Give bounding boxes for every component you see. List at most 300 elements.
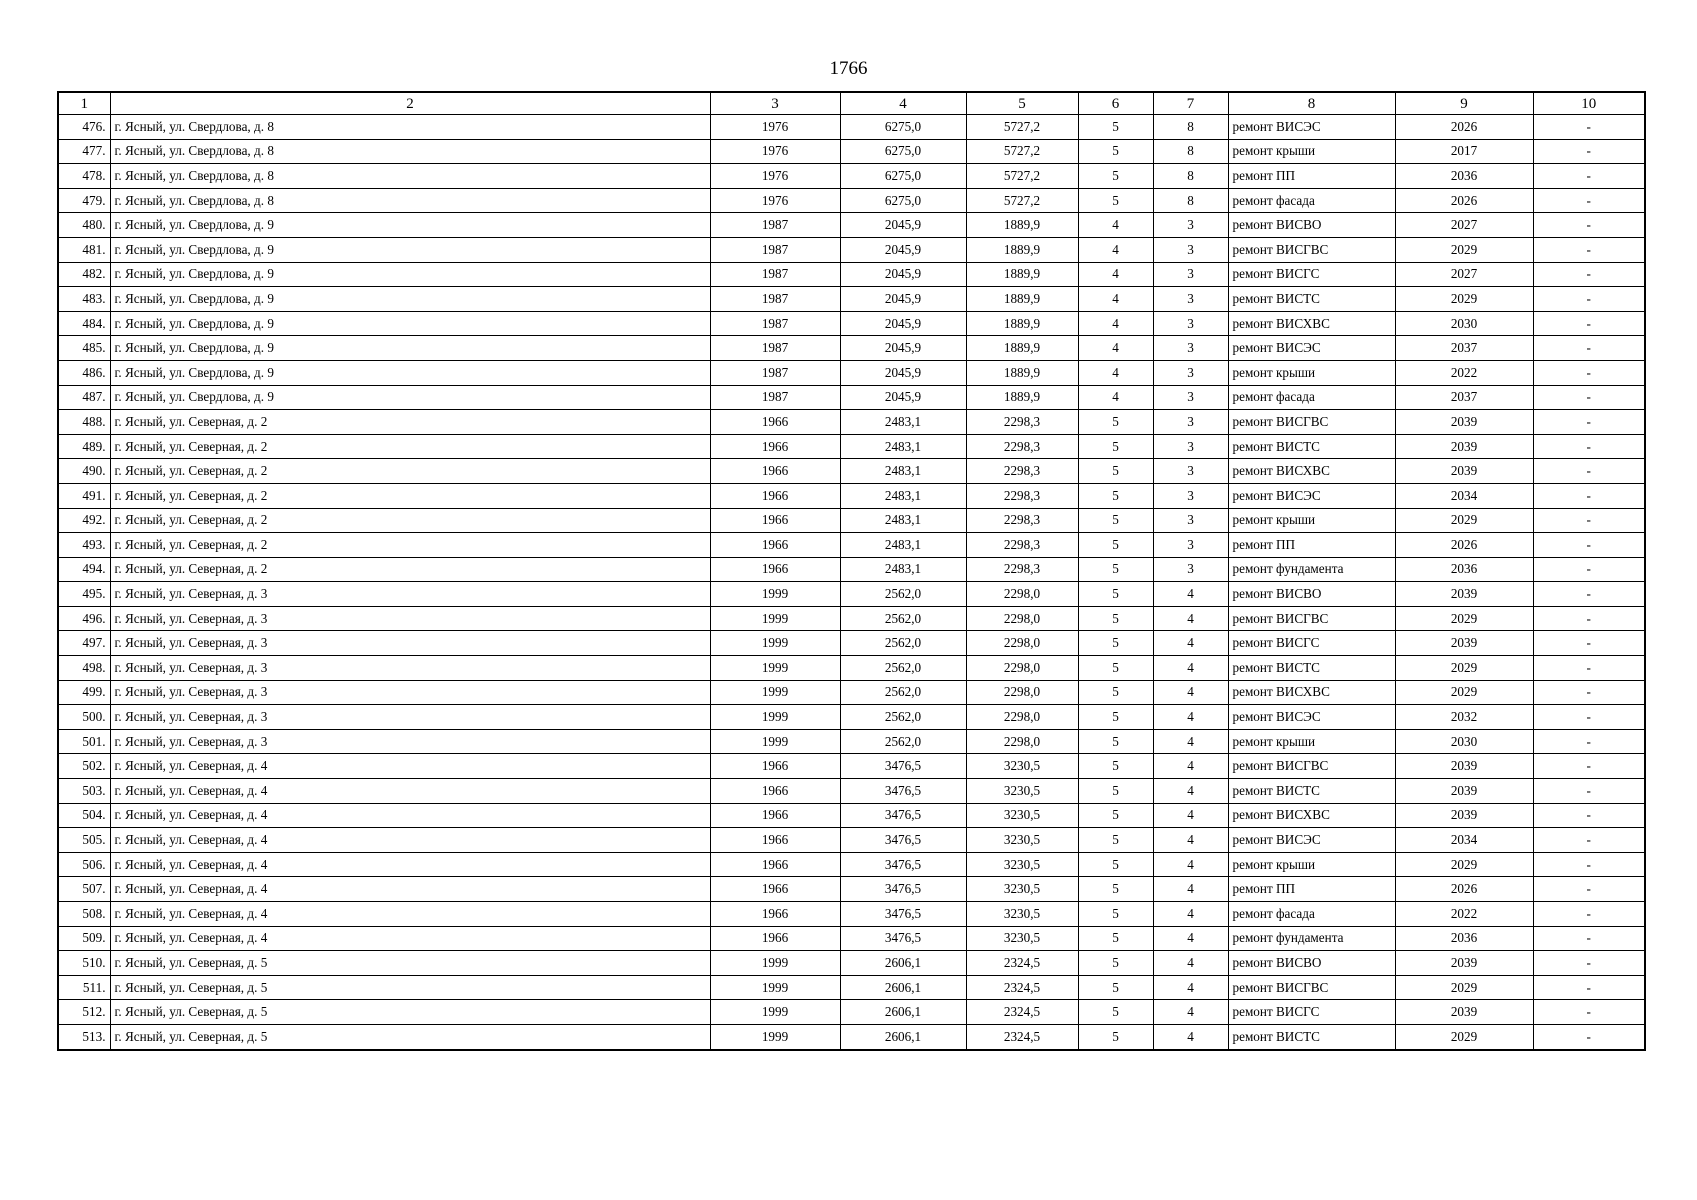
total-area-cell: 3476,5 — [840, 902, 966, 927]
planned-year-cell: 2030 — [1395, 311, 1533, 336]
table-row — [58, 877, 1645, 902]
living-area-cell: 2324,5 — [966, 1000, 1078, 1025]
address-cell: г. Ясный, ул. Северная, д. 4 — [110, 926, 710, 951]
total-area-cell: 2606,1 — [840, 1024, 966, 1049]
build-year-cell: 1999 — [710, 975, 840, 1000]
planned-year-cell: 2039 — [1395, 754, 1533, 779]
note-cell: - — [1533, 779, 1645, 804]
entrances-cell: 8 — [1153, 188, 1228, 213]
address-cell: г. Ясный, ул. Северная, д. 3 — [110, 656, 710, 681]
build-year-cell: 1987 — [710, 237, 840, 262]
work-type-cell: ремонт крыши — [1228, 852, 1395, 877]
work-type-cell: ремонт крыши — [1228, 729, 1395, 754]
address-cell: г. Ясный, ул. Северная, д. 4 — [110, 852, 710, 877]
build-year-cell: 1966 — [710, 803, 840, 828]
build-year-cell: 1966 — [710, 902, 840, 927]
total-area-cell: 2606,1 — [840, 1000, 966, 1025]
address-cell: г. Ясный, ул. Свердлова, д. 9 — [110, 360, 710, 385]
work-type-cell: ремонт ВИСГВС — [1228, 975, 1395, 1000]
total-area-cell: 3476,5 — [840, 877, 966, 902]
planned-year-cell: 2029 — [1395, 606, 1533, 631]
address-cell: г. Ясный, ул. Северная, д. 3 — [110, 729, 710, 754]
entrances-cell: 3 — [1153, 533, 1228, 558]
total-area-cell: 2045,9 — [840, 311, 966, 336]
build-year-cell: 1966 — [710, 852, 840, 877]
table-row — [58, 631, 1645, 656]
row-number-cell: 496. — [58, 606, 110, 631]
build-year-cell: 1999 — [710, 631, 840, 656]
entrances-cell: 4 — [1153, 779, 1228, 804]
living-area-cell: 2324,5 — [966, 1024, 1078, 1049]
total-area-cell: 2483,1 — [840, 434, 966, 459]
row-number-cell: 509. — [58, 926, 110, 951]
build-year-cell: 1999 — [710, 582, 840, 607]
row-number-cell: 507. — [58, 877, 110, 902]
floors-cell: 5 — [1078, 631, 1153, 656]
build-year-cell: 1966 — [710, 533, 840, 558]
table-row — [58, 680, 1645, 705]
note-cell: - — [1533, 902, 1645, 927]
living-area-cell: 2298,0 — [966, 705, 1078, 730]
column-header-7: 7 — [1153, 92, 1228, 115]
address-cell: г. Ясный, ул. Северная, д. 3 — [110, 705, 710, 730]
entrances-cell: 8 — [1153, 164, 1228, 189]
work-type-cell: ремонт ВИСГС — [1228, 262, 1395, 287]
work-type-cell: ремонт фундамента — [1228, 557, 1395, 582]
work-type-cell: ремонт крыши — [1228, 139, 1395, 164]
living-area-cell: 5727,2 — [966, 188, 1078, 213]
work-type-cell: ремонт ПП — [1228, 533, 1395, 558]
total-area-cell: 6275,0 — [840, 115, 966, 140]
note-cell: - — [1533, 533, 1645, 558]
floors-cell: 4 — [1078, 287, 1153, 312]
row-number-cell: 508. — [58, 902, 110, 927]
work-type-cell: ремонт ВИСЭС — [1228, 828, 1395, 853]
planned-year-cell: 2029 — [1395, 680, 1533, 705]
row-number-cell: 480. — [58, 213, 110, 238]
planned-year-cell: 2039 — [1395, 1000, 1533, 1025]
note-cell: - — [1533, 164, 1645, 189]
planned-year-cell: 2029 — [1395, 287, 1533, 312]
entrances-cell: 3 — [1153, 237, 1228, 262]
row-number-cell: 500. — [58, 705, 110, 730]
living-area-cell: 2298,3 — [966, 557, 1078, 582]
note-cell: - — [1533, 557, 1645, 582]
work-type-cell: ремонт ВИСВО — [1228, 951, 1395, 976]
floors-cell: 5 — [1078, 483, 1153, 508]
address-cell: г. Ясный, ул. Северная, д. 3 — [110, 606, 710, 631]
table-row — [58, 1000, 1645, 1025]
planned-year-cell: 2032 — [1395, 705, 1533, 730]
address-cell: г. Ясный, ул. Северная, д. 2 — [110, 483, 710, 508]
work-type-cell: ремонт фасада — [1228, 902, 1395, 927]
address-cell: г. Ясный, ул. Северная, д. 2 — [110, 508, 710, 533]
address-cell: г. Ясный, ул. Северная, д. 4 — [110, 902, 710, 927]
planned-year-cell: 2029 — [1395, 508, 1533, 533]
row-number-cell: 512. — [58, 1000, 110, 1025]
work-type-cell: ремонт ВИСТС — [1228, 779, 1395, 804]
note-cell: - — [1533, 877, 1645, 902]
address-cell: г. Ясный, ул. Северная, д. 4 — [110, 803, 710, 828]
page-number: 1766 — [829, 58, 868, 79]
work-type-cell: ремонт ПП — [1228, 877, 1395, 902]
entrances-cell: 4 — [1153, 606, 1228, 631]
living-area-cell: 2298,3 — [966, 459, 1078, 484]
entrances-cell: 4 — [1153, 705, 1228, 730]
row-number-cell: 487. — [58, 385, 110, 410]
floors-cell: 5 — [1078, 410, 1153, 435]
row-number-cell: 484. — [58, 311, 110, 336]
build-year-cell: 1987 — [710, 360, 840, 385]
work-type-cell: ремонт ВИСЭС — [1228, 705, 1395, 730]
note-cell: - — [1533, 115, 1645, 140]
floors-cell: 5 — [1078, 164, 1153, 189]
entrances-cell: 3 — [1153, 213, 1228, 238]
repair-schedule-table — [57, 91, 1646, 1051]
total-area-cell: 2045,9 — [840, 237, 966, 262]
floors-cell: 5 — [1078, 828, 1153, 853]
table-row — [58, 852, 1645, 877]
row-number-cell: 492. — [58, 508, 110, 533]
build-year-cell: 1966 — [710, 434, 840, 459]
total-area-cell: 2606,1 — [840, 975, 966, 1000]
note-cell: - — [1533, 656, 1645, 681]
note-cell: - — [1533, 360, 1645, 385]
address-cell: г. Ясный, ул. Свердлова, д. 9 — [110, 385, 710, 410]
note-cell: - — [1533, 1024, 1645, 1049]
build-year-cell: 1987 — [710, 385, 840, 410]
floors-cell: 4 — [1078, 385, 1153, 410]
row-number-cell: 485. — [58, 336, 110, 361]
note-cell: - — [1533, 434, 1645, 459]
build-year-cell: 1976 — [710, 115, 840, 140]
note-cell: - — [1533, 262, 1645, 287]
total-area-cell: 2562,0 — [840, 729, 966, 754]
total-area-cell: 3476,5 — [840, 803, 966, 828]
address-cell: г. Ясный, ул. Свердлова, д. 9 — [110, 287, 710, 312]
floors-cell: 4 — [1078, 237, 1153, 262]
floors-cell: 5 — [1078, 951, 1153, 976]
living-area-cell: 1889,9 — [966, 237, 1078, 262]
living-area-cell: 5727,2 — [966, 164, 1078, 189]
address-cell: г. Ясный, ул. Северная, д. 4 — [110, 828, 710, 853]
table-row — [58, 164, 1645, 189]
entrances-cell: 8 — [1153, 139, 1228, 164]
build-year-cell: 1987 — [710, 262, 840, 287]
entrances-cell: 3 — [1153, 410, 1228, 435]
column-header-10: 10 — [1533, 92, 1645, 115]
floors-cell: 5 — [1078, 852, 1153, 877]
floors-cell: 4 — [1078, 360, 1153, 385]
work-type-cell: ремонт ВИСГВС — [1228, 237, 1395, 262]
floors-cell: 5 — [1078, 902, 1153, 927]
note-cell: - — [1533, 631, 1645, 656]
entrances-cell: 3 — [1153, 287, 1228, 312]
entrances-cell: 4 — [1153, 1024, 1228, 1049]
build-year-cell: 1966 — [710, 779, 840, 804]
entrances-cell: 3 — [1153, 336, 1228, 361]
build-year-cell: 1976 — [710, 139, 840, 164]
row-number-cell: 497. — [58, 631, 110, 656]
floors-cell: 5 — [1078, 926, 1153, 951]
column-header-1: 1 — [58, 92, 110, 115]
total-area-cell: 2562,0 — [840, 680, 966, 705]
entrances-cell: 3 — [1153, 483, 1228, 508]
work-type-cell: ремонт ВИСТС — [1228, 287, 1395, 312]
total-area-cell: 2045,9 — [840, 262, 966, 287]
table-row — [58, 533, 1645, 558]
floors-cell: 5 — [1078, 533, 1153, 558]
row-number-cell: 506. — [58, 852, 110, 877]
address-cell: г. Ясный, ул. Северная, д. 3 — [110, 680, 710, 705]
note-cell: - — [1533, 311, 1645, 336]
table-row — [58, 508, 1645, 533]
note-cell: - — [1533, 1000, 1645, 1025]
planned-year-cell: 2036 — [1395, 926, 1533, 951]
address-cell: г. Ясный, ул. Свердлова, д. 8 — [110, 164, 710, 189]
work-type-cell: ремонт ПП — [1228, 164, 1395, 189]
build-year-cell: 1966 — [710, 557, 840, 582]
work-type-cell: ремонт ВИСГВС — [1228, 754, 1395, 779]
planned-year-cell: 2029 — [1395, 1024, 1533, 1049]
total-area-cell: 2483,1 — [840, 557, 966, 582]
build-year-cell: 1966 — [710, 508, 840, 533]
note-cell: - — [1533, 582, 1645, 607]
total-area-cell: 2562,0 — [840, 582, 966, 607]
address-cell: г. Ясный, ул. Северная, д. 4 — [110, 877, 710, 902]
row-number-cell: 510. — [58, 951, 110, 976]
work-type-cell: ремонт ВИСХВС — [1228, 680, 1395, 705]
column-header-6: 6 — [1078, 92, 1153, 115]
planned-year-cell: 2037 — [1395, 336, 1533, 361]
address-cell: г. Ясный, ул. Свердлова, д. 9 — [110, 336, 710, 361]
total-area-cell: 2483,1 — [840, 410, 966, 435]
entrances-cell: 4 — [1153, 582, 1228, 607]
address-cell: г. Ясный, ул. Свердлова, д. 9 — [110, 311, 710, 336]
row-number-cell: 481. — [58, 237, 110, 262]
build-year-cell: 1987 — [710, 287, 840, 312]
floors-cell: 5 — [1078, 1000, 1153, 1025]
entrances-cell: 4 — [1153, 680, 1228, 705]
note-cell: - — [1533, 951, 1645, 976]
row-number-cell: 489. — [58, 434, 110, 459]
floors-cell: 5 — [1078, 803, 1153, 828]
build-year-cell: 1966 — [710, 926, 840, 951]
row-number-cell: 501. — [58, 729, 110, 754]
planned-year-cell: 2039 — [1395, 582, 1533, 607]
table-row — [58, 705, 1645, 730]
build-year-cell: 1999 — [710, 1024, 840, 1049]
table-row — [58, 115, 1645, 140]
floors-cell: 5 — [1078, 459, 1153, 484]
table-row — [58, 459, 1645, 484]
address-cell: г. Ясный, ул. Свердлова, д. 8 — [110, 188, 710, 213]
floors-cell: 5 — [1078, 115, 1153, 140]
build-year-cell: 1966 — [710, 877, 840, 902]
note-cell: - — [1533, 852, 1645, 877]
build-year-cell: 1966 — [710, 410, 840, 435]
total-area-cell: 6275,0 — [840, 164, 966, 189]
build-year-cell: 1976 — [710, 164, 840, 189]
floors-cell: 4 — [1078, 262, 1153, 287]
floors-cell: 5 — [1078, 557, 1153, 582]
note-cell: - — [1533, 828, 1645, 853]
build-year-cell: 1987 — [710, 213, 840, 238]
address-cell: г. Ясный, ул. Северная, д. 5 — [110, 1024, 710, 1049]
total-area-cell: 3476,5 — [840, 926, 966, 951]
build-year-cell: 1999 — [710, 705, 840, 730]
note-cell: - — [1533, 680, 1645, 705]
entrances-cell: 4 — [1153, 877, 1228, 902]
work-type-cell: ремонт ВИСГС — [1228, 631, 1395, 656]
entrances-cell: 4 — [1153, 902, 1228, 927]
floors-cell: 5 — [1078, 508, 1153, 533]
table-row — [58, 483, 1645, 508]
work-type-cell: ремонт фундамента — [1228, 926, 1395, 951]
entrances-cell: 3 — [1153, 434, 1228, 459]
work-type-cell: ремонт ВИСГВС — [1228, 410, 1395, 435]
column-header-5: 5 — [966, 92, 1078, 115]
floors-cell: 5 — [1078, 877, 1153, 902]
note-cell: - — [1533, 705, 1645, 730]
planned-year-cell: 2029 — [1395, 975, 1533, 1000]
floors-cell: 5 — [1078, 975, 1153, 1000]
address-cell: г. Ясный, ул. Северная, д. 2 — [110, 533, 710, 558]
entrances-cell: 3 — [1153, 459, 1228, 484]
living-area-cell: 2324,5 — [966, 975, 1078, 1000]
table-row — [58, 779, 1645, 804]
total-area-cell: 2045,9 — [840, 287, 966, 312]
entrances-cell: 3 — [1153, 262, 1228, 287]
table-row — [58, 336, 1645, 361]
note-cell: - — [1533, 754, 1645, 779]
row-number-cell: 498. — [58, 656, 110, 681]
floors-cell: 5 — [1078, 680, 1153, 705]
planned-year-cell: 2027 — [1395, 262, 1533, 287]
build-year-cell: 1999 — [710, 656, 840, 681]
living-area-cell: 1889,9 — [966, 287, 1078, 312]
living-area-cell: 5727,2 — [966, 139, 1078, 164]
note-cell: - — [1533, 606, 1645, 631]
floors-cell: 4 — [1078, 336, 1153, 361]
address-cell: г. Ясный, ул. Северная, д. 2 — [110, 557, 710, 582]
table-row — [58, 139, 1645, 164]
planned-year-cell: 2039 — [1395, 803, 1533, 828]
living-area-cell: 3230,5 — [966, 902, 1078, 927]
work-type-cell: ремонт ВИСХВС — [1228, 459, 1395, 484]
total-area-cell: 2562,0 — [840, 631, 966, 656]
table-row — [58, 287, 1645, 312]
total-area-cell: 2045,9 — [840, 213, 966, 238]
column-header-2: 2 — [110, 92, 710, 115]
address-cell: г. Ясный, ул. Северная, д. 5 — [110, 951, 710, 976]
work-type-cell: ремонт ВИСХВС — [1228, 311, 1395, 336]
row-number-cell: 483. — [58, 287, 110, 312]
table-row — [58, 975, 1645, 1000]
planned-year-cell: 2039 — [1395, 410, 1533, 435]
build-year-cell: 1987 — [710, 311, 840, 336]
table-row — [58, 729, 1645, 754]
living-area-cell: 2298,3 — [966, 483, 1078, 508]
address-cell: г. Ясный, ул. Свердлова, д. 9 — [110, 213, 710, 238]
total-area-cell: 2483,1 — [840, 508, 966, 533]
floors-cell: 5 — [1078, 779, 1153, 804]
row-number-cell: 491. — [58, 483, 110, 508]
entrances-cell: 4 — [1153, 852, 1228, 877]
floors-cell: 5 — [1078, 434, 1153, 459]
work-type-cell: ремонт ВИСТС — [1228, 434, 1395, 459]
living-area-cell: 2298,0 — [966, 606, 1078, 631]
total-area-cell: 6275,0 — [840, 139, 966, 164]
note-cell: - — [1533, 336, 1645, 361]
row-number-cell: 513. — [58, 1024, 110, 1049]
work-type-cell: ремонт ВИСЭС — [1228, 336, 1395, 361]
planned-year-cell: 2039 — [1395, 459, 1533, 484]
living-area-cell: 1889,9 — [966, 262, 1078, 287]
work-type-cell: ремонт ВИСГС — [1228, 1000, 1395, 1025]
note-cell: - — [1533, 287, 1645, 312]
total-area-cell: 2606,1 — [840, 951, 966, 976]
total-area-cell: 2562,0 — [840, 705, 966, 730]
address-cell: г. Ясный, ул. Северная, д. 2 — [110, 434, 710, 459]
living-area-cell: 2298,3 — [966, 434, 1078, 459]
total-area-cell: 3476,5 — [840, 754, 966, 779]
column-header-8: 8 — [1228, 92, 1395, 115]
build-year-cell: 1966 — [710, 459, 840, 484]
planned-year-cell: 2039 — [1395, 779, 1533, 804]
planned-year-cell: 2022 — [1395, 902, 1533, 927]
address-cell: г. Ясный, ул. Северная, д. 4 — [110, 779, 710, 804]
row-number-cell: 490. — [58, 459, 110, 484]
entrances-cell: 4 — [1153, 631, 1228, 656]
floors-cell: 5 — [1078, 705, 1153, 730]
address-cell: г. Ясный, ул. Северная, д. 5 — [110, 975, 710, 1000]
table-row — [58, 606, 1645, 631]
row-number-cell: 502. — [58, 754, 110, 779]
note-cell: - — [1533, 803, 1645, 828]
entrances-cell: 4 — [1153, 656, 1228, 681]
entrances-cell: 4 — [1153, 729, 1228, 754]
living-area-cell: 3230,5 — [966, 803, 1078, 828]
table-row — [58, 410, 1645, 435]
planned-year-cell: 2039 — [1395, 631, 1533, 656]
note-cell: - — [1533, 213, 1645, 238]
total-area-cell: 3476,5 — [840, 828, 966, 853]
planned-year-cell: 2026 — [1395, 533, 1533, 558]
total-area-cell: 2045,9 — [840, 336, 966, 361]
living-area-cell: 1889,9 — [966, 213, 1078, 238]
table-row — [58, 360, 1645, 385]
total-area-cell: 2483,1 — [840, 483, 966, 508]
column-header-4: 4 — [840, 92, 966, 115]
build-year-cell: 1999 — [710, 680, 840, 705]
address-cell: г. Ясный, ул. Северная, д. 2 — [110, 459, 710, 484]
planned-year-cell: 2036 — [1395, 557, 1533, 582]
work-type-cell: ремонт фасада — [1228, 385, 1395, 410]
entrances-cell: 4 — [1153, 926, 1228, 951]
note-cell: - — [1533, 385, 1645, 410]
row-number-cell: 488. — [58, 410, 110, 435]
living-area-cell: 2298,0 — [966, 631, 1078, 656]
planned-year-cell: 2017 — [1395, 139, 1533, 164]
build-year-cell: 1999 — [710, 606, 840, 631]
entrances-cell: 3 — [1153, 360, 1228, 385]
total-area-cell: 2483,1 — [840, 533, 966, 558]
column-header-9: 9 — [1395, 92, 1533, 115]
entrances-cell: 4 — [1153, 803, 1228, 828]
row-number-cell: 499. — [58, 680, 110, 705]
row-number-cell: 494. — [58, 557, 110, 582]
